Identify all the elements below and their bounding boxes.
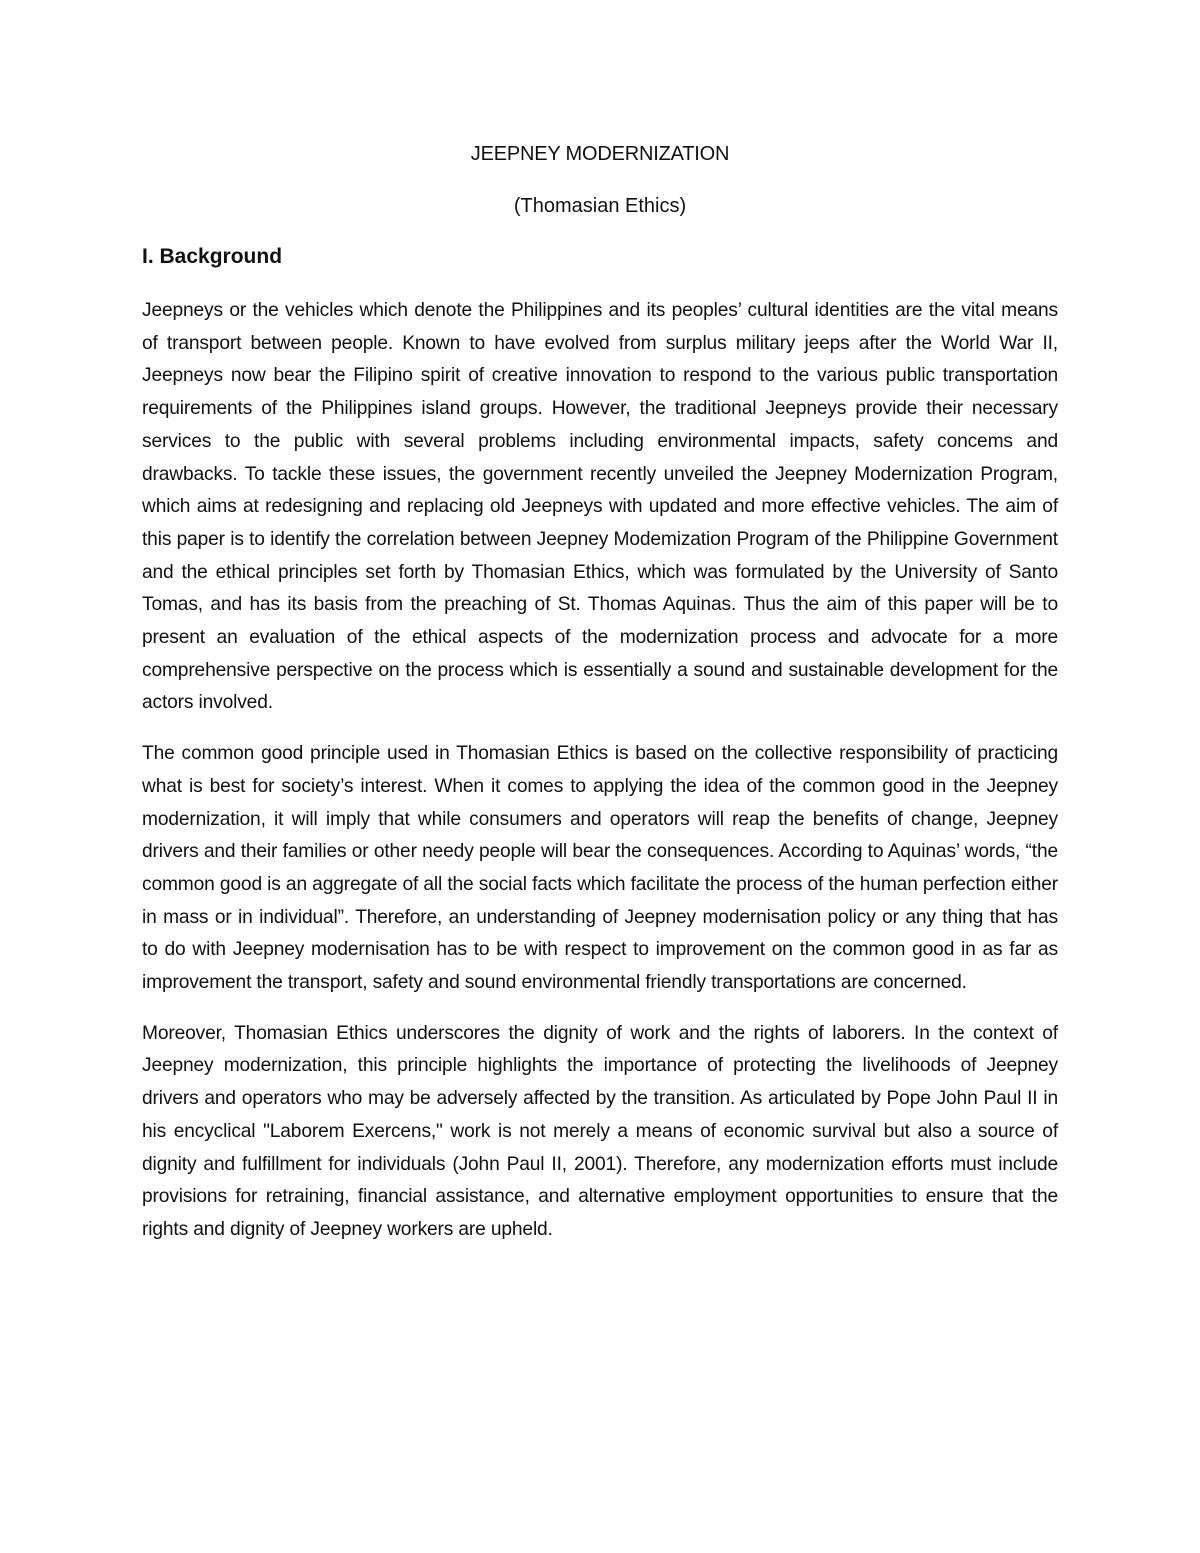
section-heading: I. Background bbox=[142, 245, 283, 268]
paragraph: Jeepneys or the vehicles which denote the Philippines and its peoples’ cultural identities are the vital means of transport between people. Known to have evolved from surplus military jeeps after the World War II, Jeepneys now bear the Filipino spirit of creative innovation to respond to the various public transportation requirements of the Philippines island groups. However, the traditional Jeepneys provide their necessary services to the public with several problems including environmental impacts, safety concems and drawbacks. To tackle these issues, the government recently unveiled the Jeepney Modernization Program, which aims at redesigning and replacing old Jeepneys with updated and more effective vehicles. The aim of this paper is to identify the correlation between Jeepney Modemization Program of the Philippine Government and the ethical principles set forth by Thomasian Ethics, which was formulated by the University of Santo Tomas, and has its basis from the preaching of St. Thomas Aquinas. Thus the aim of this paper will be to present an evaluation of the ethical aspects of the modernization process and advocate for a more comprehensive perspective on the process which is essentially a sound and sustainable development for the actors involved. bbox=[142, 300, 1058, 714]
paragraph: The common good principle used in Thomasian Ethics is based on the collective responsibility of practicing what is best for society’s interest. When it comes to applying the idea of the common good in the Jeepney modernization, it will imply that while consumers and operators will reap the benefits of change, Jeepney drivers and their families or other needy people will bear the consequences. According to Aquinas’ words, “the common good is an aggregate of all the social facts which facilitate the process of the human perfection either in mass or in individual”. Therefore, an understanding of Jeepney modernisation policy or any thing that has to do with Jeepney modernisation has to be with respect to improvement on the common good in as far as improvement the transport, safety and sound environmental friendly transportations are concerned. bbox=[142, 743, 1058, 994]
document-title: JEEPNEY MODERNIZATION bbox=[470, 143, 730, 165]
document-subtitle: (Thomasian Ethics) bbox=[513, 195, 687, 217]
document-body bbox=[142, 140, 1058, 1247]
paragraph: Moreover, Thomasian Ethics underscores the dignity of work and the rights of laborers. In the context of Jeepney modernization, this principle highlights the importance of protecting the livelihoods of Jeepney drivers and operators who may be adversely affected by the transition. As articulated by Pope John Paul II in his encyclical "Laborem Exercens," work is not merely a means of economic survival but also a source of dignity and fulfillment for individuals (John Paul II, 2001). Therefore, any modernization efforts must include provisions for retraining, financial assistance, and alternative employment opportunities to ensure that the rights and dignity of Jeepney workers are upheld. bbox=[142, 1022, 1058, 1240]
